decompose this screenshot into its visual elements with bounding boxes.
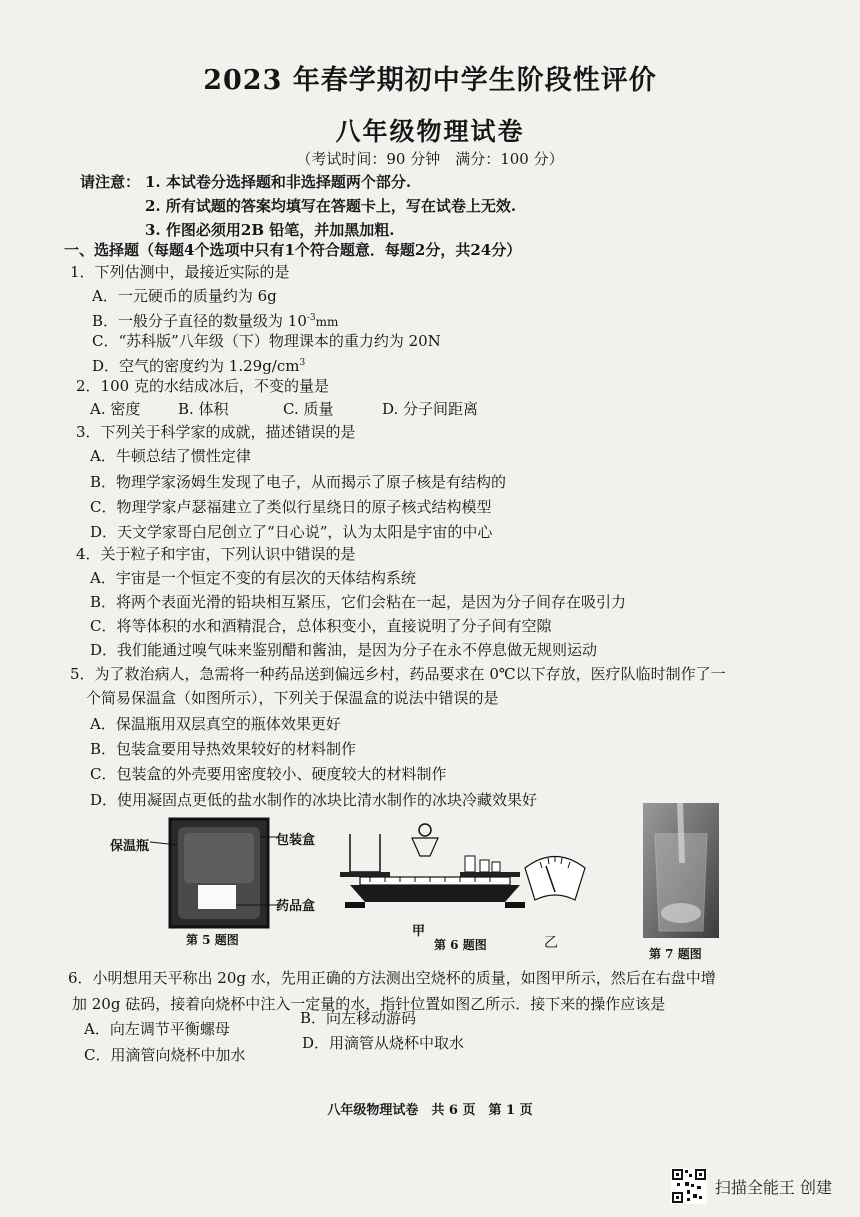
q6-option-c: C．用滴管向烧杯中加水	[84, 1046, 246, 1064]
section-heading: 一、选择题（每题4个选项中只有1个符合题意．每题2分，共24分）	[64, 241, 522, 259]
note-1: 1. 本试卷分选择题和非选择题两个部分.	[145, 173, 412, 191]
label-jia: 甲	[412, 924, 426, 939]
label-yi: 乙	[544, 935, 558, 951]
q6-option-a: A．向左调节平衡螺母	[84, 1020, 230, 1038]
figure-7-caption: 第 7 题图	[649, 947, 702, 961]
q1-option-d: D．空气的密度约为 $1.29g/cm^3$	[92, 357, 306, 375]
q2-option-d: D. 分子间距离	[382, 400, 479, 418]
page-footer: 八年级物理试卷 共 6 页 第 1 页	[327, 1103, 533, 1118]
water-glass-photo	[643, 803, 719, 938]
q5-option-c: C．包装盒的外壳要用密度较小、硬度较大的材料制作	[90, 765, 447, 783]
q6-stem-line2: 加 20g 砝码，接着向烧杯中注入一定量的水，指针位置如图乙所示．接下来的操作应该是	[72, 995, 666, 1013]
note-3: 3. 作图必须用2B 铅笔，并加黑加粗.	[145, 221, 395, 239]
balance-scale-diagram	[330, 820, 600, 930]
q1-stem: 1．下列估测中，最接近实际的是	[70, 263, 290, 281]
q5-option-a: A．保温瓶用双层真空的瓶体效果更好	[90, 715, 341, 733]
exam-subtitle: 八年级物理试卷	[335, 117, 525, 146]
figure-6-caption: 第 6 题图	[434, 938, 487, 952]
q4-stem: 4．关于粒子和宇宙，下列认识中错误的是	[76, 545, 356, 563]
q3-option-a: A．牛顿总结了惯性定律	[90, 447, 251, 465]
q2-option-b: B. 体积	[178, 400, 229, 418]
q4-option-b: B．将两个表面光滑的铅块相互紧压，它们会粘在一起，是因为分子间存在吸引力	[90, 593, 627, 611]
q3-stem: 3．下列关于科学家的成就，描述错误的是	[76, 423, 356, 441]
q5-stem-line1: 5．为了救治病人，急需将一种药品送到偏远乡村，药品要求在 0℃以下存放，医疗队临时制作了一	[70, 665, 726, 683]
q3-option-c: C．物理学家卢瑟福建立了类似行星绕日的原子核式结构模型	[90, 498, 492, 516]
q5-option-b: B．包装盒要用导热效果较好的材料制作	[90, 740, 357, 758]
q1-option-b: B．一般分子直径的数量级为 $10^{-3}mm$	[92, 312, 339, 330]
q2-option-c: C. 质量	[283, 400, 334, 418]
exam-title: 2023 年春学期初中学生阶段性评价	[203, 65, 657, 96]
figure-7	[643, 803, 723, 963]
q3-option-b: B．物理学家汤姆生发现了电子，从而揭示了原子核是有结构的	[90, 473, 507, 491]
notes-label: 请注意：	[80, 173, 141, 191]
q1-option-a: A．一元硬币的质量约为 6g	[92, 287, 277, 305]
q6-stem-line1: 6．小明想用天平称出 20g 水，先用正确的方法测出空烧杯的质量，如图甲所示，然后在右盘中增	[68, 969, 716, 987]
q6-option-d: D．用滴管从烧杯中取水	[302, 1034, 465, 1052]
q2-stem: 2．100 克的水结成冰后，不变的量是	[76, 377, 329, 395]
q4-option-a: A．宇宙是一个恒定不变的有层次的天体结构系统	[90, 569, 416, 587]
q3-option-d: D．天文学家哥白尼创立了“日心说”，认为太阳是宇宙的中心	[90, 523, 493, 541]
watermark-text: 扫描全能王 创建	[714, 1177, 832, 1197]
figure-5	[110, 815, 320, 950]
q6-option-b: B．向左移动游码	[300, 1009, 417, 1027]
note-2: 2. 所有试题的答案均填写在答题卡上，写在试卷上无效.	[145, 197, 517, 215]
figure-5-caption: 第 5 题图	[186, 933, 239, 947]
scanner-watermark	[671, 1168, 832, 1204]
figure-6	[330, 820, 600, 954]
label-flask: 保温瓶	[110, 839, 150, 854]
q2-option-a: A. 密度	[90, 400, 141, 418]
q4-option-c: C．将等体积的水和酒精混合，总体积变小，直接说明了分子间有空隙	[90, 617, 552, 635]
q4-option-d: D．我们能通过嗅气味来鉴别醋和酱油，是因为分子在永不停息做无规则运动	[90, 641, 598, 659]
q5-option-d: D．使用凝固点更低的盐水制作的冰块比清水制作的冰块冷藏效果好	[90, 791, 538, 809]
q5-stem-line2: 个简易保温盒（如图所示），下列关于保温盒的说法中错误的是	[86, 689, 499, 707]
q1-option-c: C．“苏科版”八年级（下）物理课本的重力约为 20N	[92, 332, 441, 350]
qr-code-icon	[671, 1168, 707, 1204]
exam-info: （考试时间：90 分钟 满分：100 分）	[296, 150, 564, 168]
label-drug-box: 药品盒	[276, 899, 316, 914]
label-box: 包装盒	[276, 833, 316, 848]
